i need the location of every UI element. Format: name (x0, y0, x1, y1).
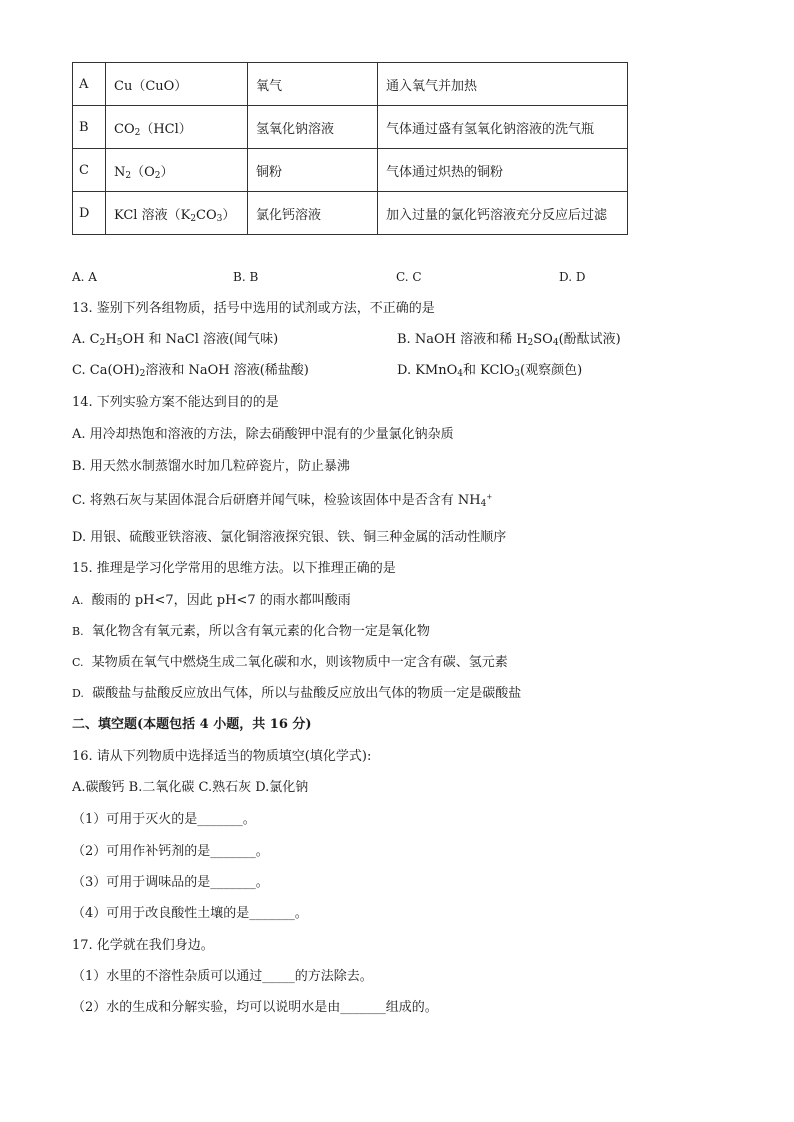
table-row (73, 63, 628, 106)
table-row (73, 149, 628, 192)
method-cell: 加入过量的氯化钙溶液充分反应后过滤 (378, 192, 628, 235)
reagent-cell: 氢氧化钠溶液 (248, 106, 378, 149)
q15-option-d: D. 碳酸盐与盐酸反应放出气体，所以与盐酸反应放出气体的物质一定是碳酸盐 (72, 686, 522, 701)
row-letter: D (73, 192, 106, 235)
section-heading: 二、填空题(本题包括 4 小题，共 16 分) (72, 717, 312, 732)
q16-stem: 16. 请从下列物质中选择适当的物质填空(填化学式): (72, 749, 372, 764)
substance-cell: KCl 溶液$(K_2CO_3)$ (106, 192, 248, 235)
q16-item-2: （2）可用作补钙剂的是_______。 (72, 844, 269, 859)
row-letter: B (73, 106, 106, 149)
q14-option-d: D. 用银、硫酸亚铁溶液、氯化铜溶液探究银、铁、铜三种金属的活动性顺序 (72, 530, 507, 545)
options-table (72, 62, 628, 235)
q13-option-c: C. $Ca(OH)_2$溶液和 NaOH 溶液(稀盐酸) (72, 363, 309, 379)
q13-stem: 13. 鉴别下列各组物质，括号中选用的试剂或方法，不正确的是 (72, 301, 435, 316)
q16-item-4: （4）可用于改良酸性土壤的是_______。 (72, 906, 308, 921)
substance-cell: Cu（CuO） (106, 63, 248, 106)
table-row (73, 106, 628, 149)
substance-cell: $N_2(O_2)$ (106, 149, 248, 192)
q15-option-c: C. 某物质在氧气中燃烧生成二氧化碳和水，则该物质中一定含有碳、氢元素 (72, 655, 508, 670)
q13-option-a: A. $C_2H_5OH$ 和 NaCl 溶液(闻气味) (72, 332, 279, 348)
q15-stem: 15. 推理是学习化学常用的思维方法。以下推理正确的是 (72, 561, 396, 576)
reagent-cell: 氧气 (248, 63, 378, 106)
method-cell: 通入氧气并加热 (378, 63, 628, 106)
q16-choices: A.碳酸钙 B.二氧化碳 C.熟石灰 D.氯化钠 (72, 780, 309, 795)
q14-option-c: C. 将熟石灰与某固体混合后研磨并闻气味，检验该固体中是否含有 $NH_4^+$ (72, 493, 493, 509)
row-letter: C (73, 149, 106, 192)
answer-option-c: C. C (396, 270, 422, 284)
q14-stem: 14. 下列实验方案不能达到目的的是 (72, 395, 279, 410)
q17-item-2: （2）水的生成和分解实验，均可以说明水是由_______组成的。 (72, 1000, 438, 1015)
answer-option-b: B. B (233, 270, 259, 284)
q15-option-a: A. 酸雨的 pH<7，因此 pH<7 的雨水都叫酸雨 (72, 593, 351, 608)
method-cell: 气体通过盛有氢氧化钠溶液的洗气瓶 (378, 106, 628, 149)
q17-stem: 17. 化学就在我们身边。 (72, 938, 214, 953)
q15-option-b: B. 氧化物含有氧元素，所以含有氧元素的化合物一定是氧化物 (72, 624, 430, 639)
q16-item-1: （1）可用于灭火的是_______。 (72, 812, 256, 827)
table-row (73, 192, 628, 235)
method-cell: 气体通过炽热的铜粉 (378, 149, 628, 192)
substance-cell: $CO_2(HCl)$ (106, 106, 248, 149)
reagent-cell: 铜粉 (248, 149, 378, 192)
q16-item-3: （3）可用于调味品的是_______。 (72, 875, 269, 890)
q14-option-a: A. 用冷却热饱和溶液的方法，除去硝酸钾中混有的少量氯化钠杂质 (72, 427, 454, 442)
row-letter: A (73, 63, 106, 106)
q13-option-d: D. KMnO$_4$和 KClO$_3$(观察颜色) (397, 363, 583, 379)
answer-option-d: D. D (559, 270, 586, 284)
q13-option-b: B. NaOH 溶液和稀 $H_2SO_4$(酚酞试液) (397, 332, 621, 348)
reagent-cell: 氯化钙溶液 (248, 192, 378, 235)
answer-option-a: A. A (72, 270, 97, 284)
q14-option-b: B. 用天然水制蒸馏水时加几粒碎瓷片，防止暴沸 (72, 459, 350, 474)
q17-item-1: （1）水里的不溶性杂质可以通过_____的方法除去。 (72, 969, 373, 984)
